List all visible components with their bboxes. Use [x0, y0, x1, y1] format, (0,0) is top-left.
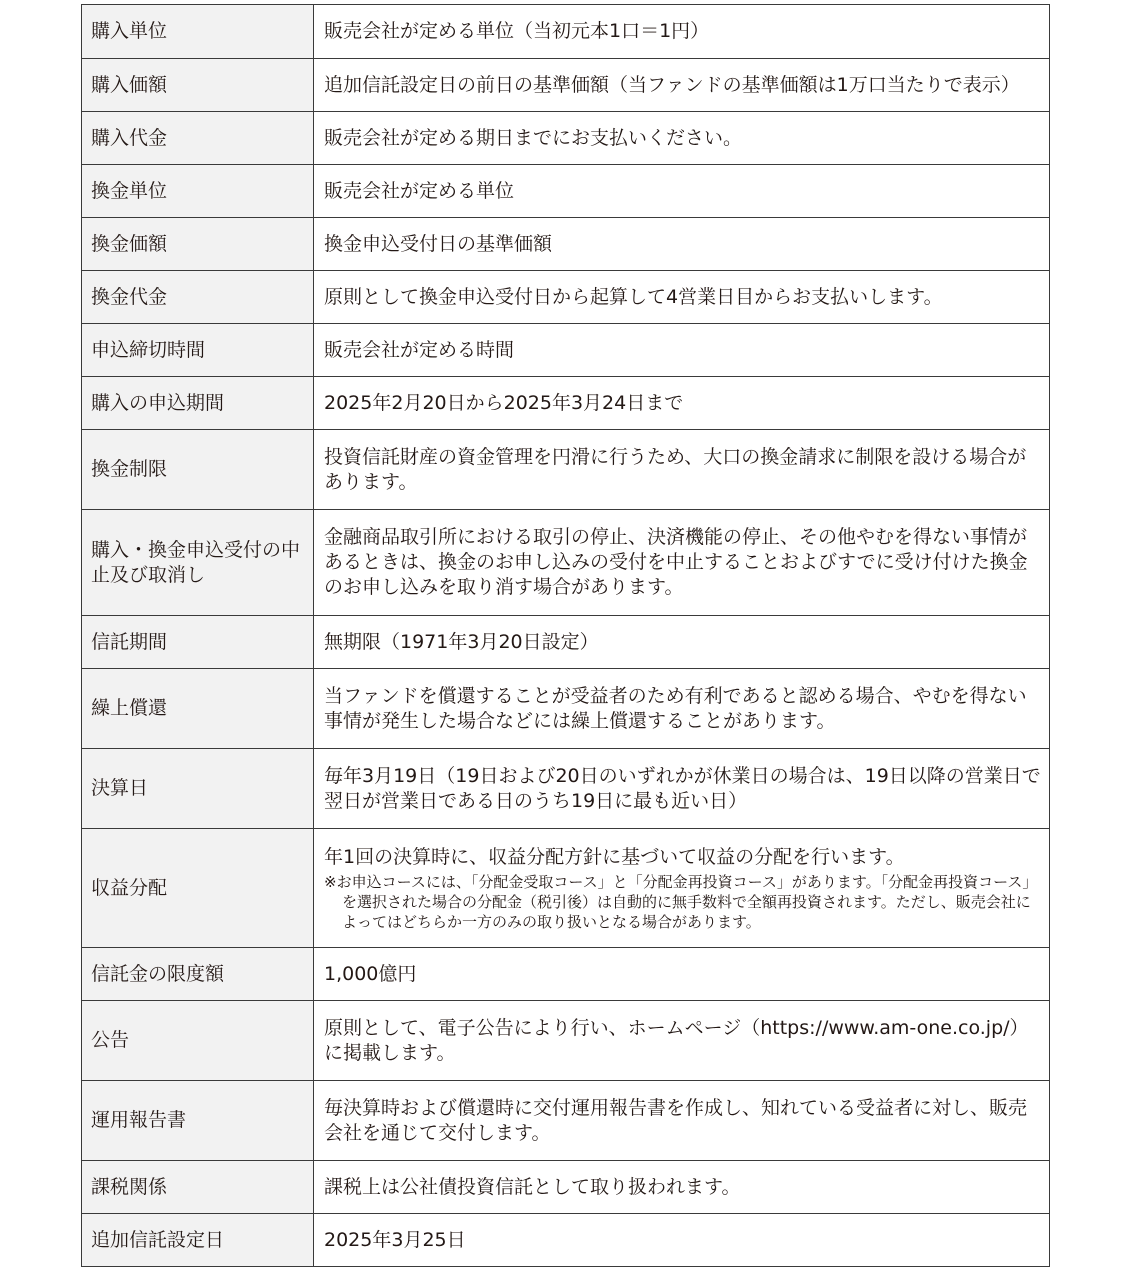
row-value-note: ※お申込コースには、「分配金受取コース」と「分配金再投資コース」があります。「分配金再投資コース」を選択された場合の分配金（税引後）は自動的に無手数料で全額再投資されます。ただし、販売会社によってはどちらか一方のみの取り扱いとなる場合があります。: [324, 872, 1038, 931]
table-row: [82, 1214, 1050, 1267]
row-label: 決算日: [82, 749, 314, 829]
table-row: [82, 1081, 1050, 1161]
row-value: 販売会社が定める期日までにお支払いください。: [314, 112, 1050, 165]
table-row: [82, 430, 1050, 510]
row-value: 換金申込受付日の基準価額: [314, 218, 1050, 271]
table-row: [82, 1161, 1050, 1214]
row-value: 投資信託財産の資金管理を円滑に行うため、大口の換金請求に制限を設ける場合があります。: [314, 430, 1050, 510]
row-value: 無期限（1971年3月20日設定）: [314, 616, 1050, 669]
row-value: 毎年3月19日（19日および20日のいずれかが休業日の場合は、19日以降の営業日で翌日が営業日である日のうち19日に最も近い日）: [314, 749, 1050, 829]
table-row: [82, 616, 1050, 669]
table-row: [82, 324, 1050, 377]
row-label: 購入代金: [82, 112, 314, 165]
table-row: [82, 112, 1050, 165]
table-row: [82, 948, 1050, 1001]
row-value-main: 年1回の決算時に、収益分配方針に基づいて収益の分配を行います。: [324, 845, 905, 868]
row-value: 2025年2月20日から2025年3月24日まで: [314, 377, 1050, 430]
row-value: [314, 829, 1050, 948]
row-label: 収益分配: [82, 829, 314, 948]
row-value: 金融商品取引所における取引の停止、決済機能の停止、その他やむを得ない事情があるときは、換金のお申し込みの受付を中止することおよびすでに受け付けた換金のお申し込みを取り消す場合があります。: [314, 510, 1050, 616]
row-value: 販売会社が定める単位: [314, 165, 1050, 218]
row-label: 申込締切時間: [82, 324, 314, 377]
fund-terms-table: [81, 4, 1050, 1267]
row-value: 毎決算時および償還時に交付運用報告書を作成し、知れている受益者に対し、販売会社を通じて交付します。: [314, 1081, 1050, 1161]
row-label: 信託金の限度額: [82, 948, 314, 1001]
table-row: [82, 749, 1050, 829]
row-label: 換金単位: [82, 165, 314, 218]
row-value: 1,000億円: [314, 948, 1050, 1001]
row-label: 換金代金: [82, 271, 314, 324]
row-value: 追加信託設定日の前日の基準価額（当ファンドの基準価額は1万口当たりで表示）: [314, 59, 1050, 112]
row-label: 購入の申込期間: [82, 377, 314, 430]
table-row: [82, 1001, 1050, 1081]
row-label: 購入単位: [82, 5, 314, 59]
row-label: 課税関係: [82, 1161, 314, 1214]
table-row: [82, 218, 1050, 271]
row-label: 購入・換金申込受付の中止及び取消し: [82, 510, 314, 616]
table-row: [82, 829, 1050, 948]
row-label: 公告: [82, 1001, 314, 1081]
table-row: [82, 377, 1050, 430]
row-label: 換金制限: [82, 430, 314, 510]
row-value: 2025年3月25日: [314, 1214, 1050, 1267]
row-label: 運用報告書: [82, 1081, 314, 1161]
row-value: 販売会社が定める単位（当初元本1口＝1円）: [314, 5, 1050, 59]
row-label: 追加信託設定日: [82, 1214, 314, 1267]
row-value: 課税上は公社債投資信託として取り扱われます。: [314, 1161, 1050, 1214]
table-row: [82, 5, 1050, 59]
table-row: [82, 165, 1050, 218]
table-row: [82, 59, 1050, 112]
table-row: [82, 669, 1050, 749]
table-row: [82, 271, 1050, 324]
row-value: 原則として、電子公告により行い、ホームページ（https://www.am-one.co.jp/）に掲載します。: [314, 1001, 1050, 1081]
row-label: 繰上償還: [82, 669, 314, 749]
table-row: [82, 510, 1050, 616]
row-value: 原則として換金申込受付日から起算して4営業日目からお支払いします。: [314, 271, 1050, 324]
row-label: 購入価額: [82, 59, 314, 112]
row-label: 換金価額: [82, 218, 314, 271]
row-value: 当ファンドを償還することが受益者のため有利であると認める場合、やむを得ない事情が発生した場合などには繰上償還することがあります。: [314, 669, 1050, 749]
row-value: 販売会社が定める時間: [314, 324, 1050, 377]
row-label: 信託期間: [82, 616, 314, 669]
